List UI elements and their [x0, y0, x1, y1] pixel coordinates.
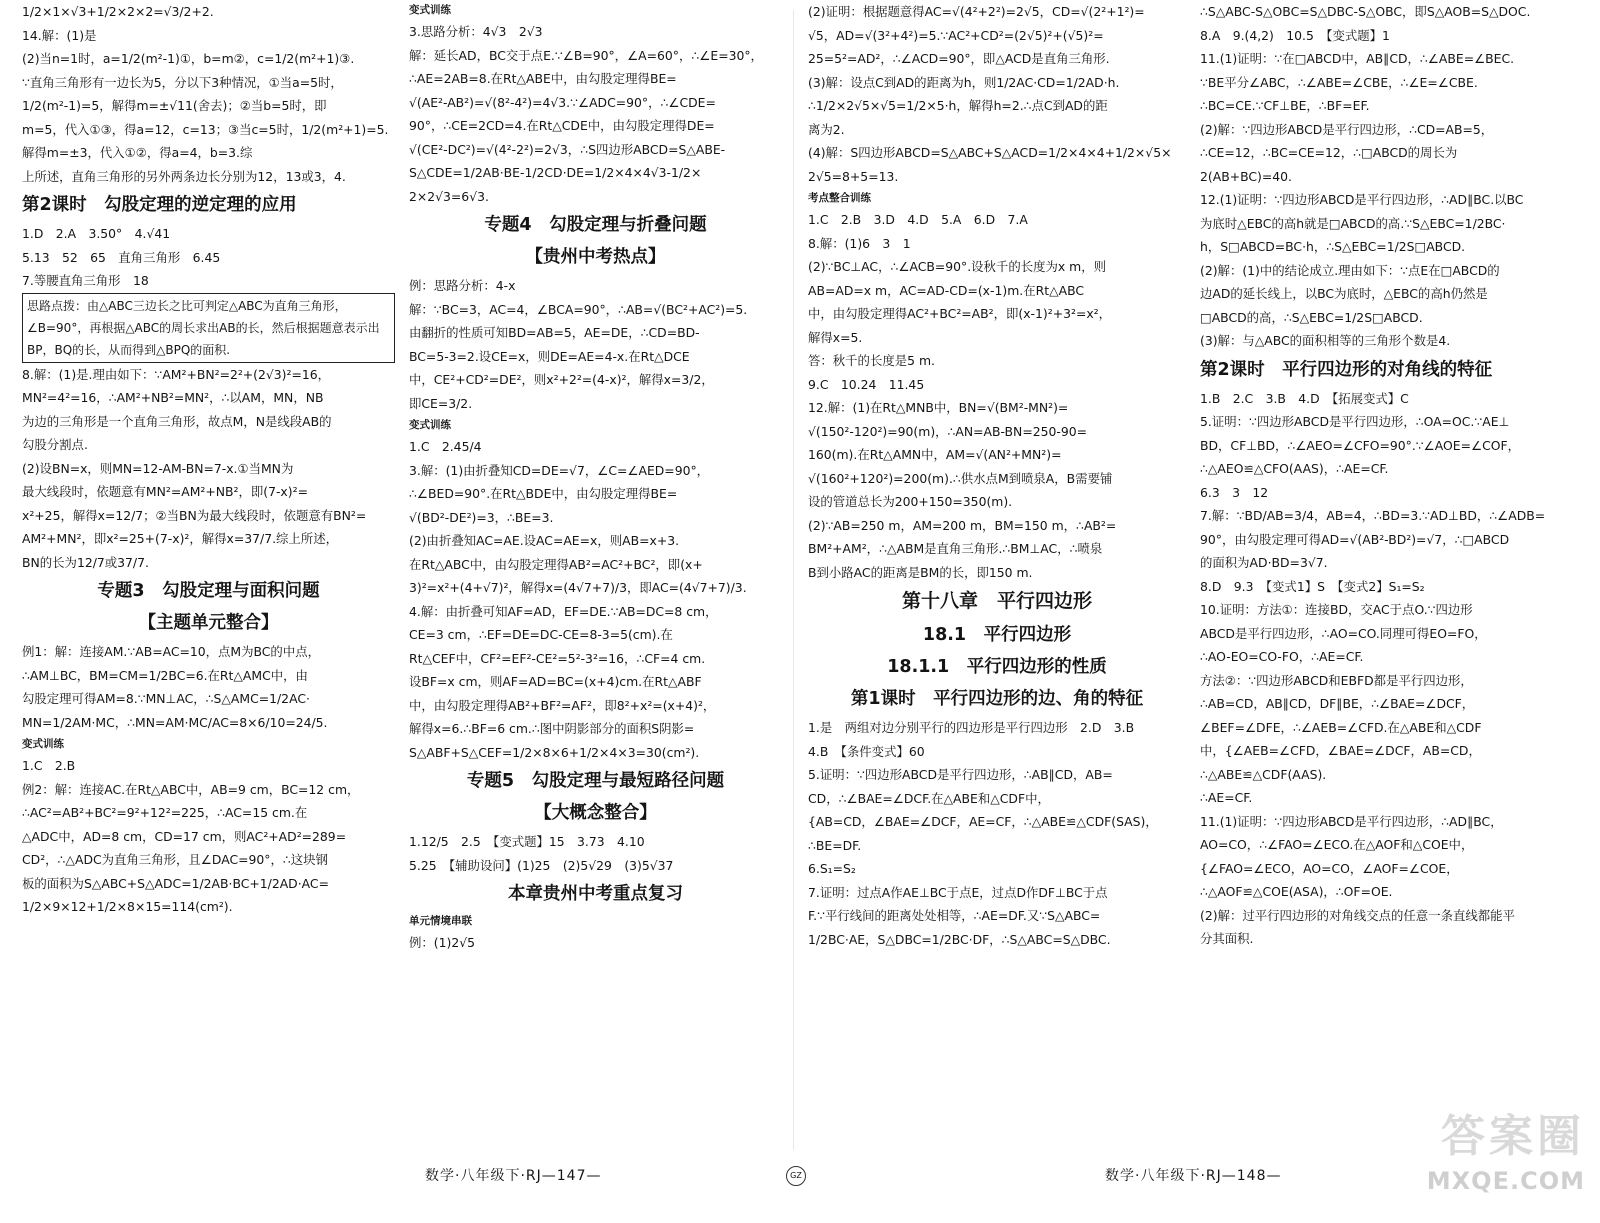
text-line: (2)解：过平行四边形的对角线交点的任意一条直线都能平 — [1200, 907, 1515, 923]
text-line: 3.解：(1)由折叠知CD=DE=√7，∠C=∠AED=90°， — [409, 462, 710, 478]
subsection-label: 变式训练 — [22, 738, 64, 750]
text-line: 8.A 9.(4,2) 10.5 【变式题】1 — [1200, 27, 1390, 43]
text-line: x²+25，解得x=12/7；②当BN为最大线段时，依题意有BN²= — [22, 507, 367, 523]
text-line: ∴CE=12，∴BC=CE=12，∴□ABCD的周长为 — [1200, 145, 1458, 160]
text-line: (2)由折叠知AC=AE.设AC=AE=x，则AB=x+3. — [409, 533, 680, 548]
text-line: 例2：解：连接AC.在Rt△ABC中，AB=9 cm，BC=12 cm， — [22, 781, 360, 797]
text-line: 由翻折的性质可知BD=AB=5，AE=DE，∴CD=BD- — [409, 325, 700, 340]
text-line: 5.证明：∵四边形ABCD是平行四边形，∴AB∥CD，AB= — [808, 767, 1113, 782]
text-line: BN的长为12/7或37/7. — [22, 554, 149, 570]
text-line: 1.C 2.B 3.D 4.D 5.A 6.D 7.A — [808, 212, 1028, 227]
text-line: 7.解：∵BD/AB=3/4，AB=4，∴BD=3.∵AD⊥BD，∴∠ADB= — [1200, 508, 1546, 523]
text-line: BC=5-3=2.设CE=x，则DE=AE=4-x.在Rt△DCE — [409, 348, 690, 364]
watermark-url: MXQE.COM — [1426, 1167, 1585, 1195]
text-line: 8.解：(1)6 3 1 — [808, 235, 911, 251]
hint-box: 思路点拨：由△ABC三边长之比可判定△ABC为直角三角形，∠B=90°，再根据△ABC的周长求出AB的长，然后根据题意表示出BP，BQ的长，从而得到△BPQ的面积. — [22, 293, 395, 363]
text-line: 为底时△EBC的高h就是□ABCD的高.∵S△EBC=1/2BC· — [1200, 215, 1506, 231]
text-line: ∴AO-EO=CO-FO，∴AE=CF. — [1200, 649, 1364, 664]
text-line: √5，AD=√(3²+4²)=5.∵AC²+CD²=(2√5)²+(√5)²= — [808, 27, 1104, 43]
text-line: 例：思路分析：4-x — [409, 278, 516, 293]
text-line: 2×2√3=6√3. — [409, 188, 489, 204]
text-line: ∴1/2×2√5×√5=1/2×5·h，解得h=2.∴点C到AD的距 — [808, 98, 1108, 113]
text-line: 1.是 两组对边分别平行的四边形是平行四边形 2.D 3.B — [808, 720, 1135, 735]
text-line: 5.13 52 65 直角三角形 6.45 — [22, 249, 221, 265]
watermark-logo — [1355, 1108, 1585, 1216]
right-column-2 — [1200, 0, 1578, 1160]
footer-page-number-right: 数学·八年级下·RJ—148— — [1105, 1168, 1282, 1184]
text-line: 边AD的延长线上，以BC为底时，△EBC的高h仍然是 — [1200, 286, 1488, 301]
text-line: 14.解：(1)是 — [22, 27, 97, 43]
text-line: 例：(1)2√5 — [409, 935, 475, 950]
text-line: 的面积为AD·BD=3√7. — [1200, 555, 1328, 570]
text-line: 4.解：由折叠可知AF=AD，EF=DE.∵AB=DC=8 cm， — [409, 603, 718, 619]
text-line: (2)∵BC⊥AC，∴∠ACB=90°.设秋千的长度为x m，则 — [808, 259, 1107, 274]
text-line: S△CDE=1/2AB·BE-1/2CD·DE=1/2×4×4√3-1/2× — [409, 165, 702, 180]
text-line: ∴AE=2AB=8.在Rt△ABE中，由勾股定理得BE= — [409, 71, 677, 86]
text-line: 4.B 【条件变式】60 — [808, 743, 925, 759]
right-page — [808, 0, 1578, 1160]
text-line: 5.25 【辅助设问】(1)25 (2)5√29 (3)5√37 — [409, 857, 674, 873]
text-line: √(150²-120²)=90(m)，∴AN=AB-BN=250-90= — [808, 423, 1087, 439]
text-line: 中，{∠AEB=∠CFD，∠BAE=∠DCF，AB=CD，∴△ABE≌△CDF(AAS). — [1200, 743, 1481, 782]
text-line: 方法②：∵四边形ABCD和EBFD都是平行四边形， — [1200, 672, 1473, 688]
text-line: {∠FAO=∠ECO，AO=CO，∠AOF=∠COE，∴△AOF≌△COE(ASA)，∴OF=OE. — [1200, 860, 1459, 899]
text-line: 8.D 9.3 【变式1】S 【变式2】S₁=S₂ — [1200, 578, 1425, 594]
text-line: (2)证明：根据题意得AC=√(4²+2²)=2√5，CD=√(2²+1²)= — [808, 4, 1145, 19]
text-line: ∴∠BED=90°.在Rt△BDE中，由勾股定理得BE= — [409, 486, 678, 501]
text-line: 解得x=6.∴BF=6 cm.∴图中阴影部分的面积S阴影= — [409, 721, 695, 736]
text-line: AM²+MN²，即x²=25+(7-x)²，解得x=37/7.综上所述， — [22, 531, 338, 546]
text-line: {AB=CD，∠BAE=∠DCF，AE=CF，∴△ABE≌△CDF(SAS)，∴BE=DF. — [808, 814, 1158, 853]
text-line: 9.C 10.24 11.45 — [808, 376, 925, 392]
text-line: 在Rt△ABC中，由勾股定理得AB²=AC²+BC²，即(x+ — [409, 556, 703, 572]
section-heading: 本章贵州中考重点复习 — [508, 884, 683, 904]
text-line: 7.等腰直角三角形 18 — [22, 273, 149, 288]
text-line: MN²=4²=16，∴AM²+NB²=MN²，∴以AM，MN，NB — [22, 390, 324, 405]
text-line: 3)²=x²+(4+√7)²，解得x=(4√7+7)/3，即AC=(4√7+7)/3. — [409, 580, 747, 595]
text-line: ABCD是平行四边形，∴AO=CO.同理可得EO=FO， — [1200, 625, 1487, 641]
text-line: (2)设BN=x，则MN=12-AM-BN=7-x.①当MN为 — [22, 460, 294, 476]
text-line: 例1：解：连接AM.∵AB=AC=10，点M为BC的中点， — [22, 644, 320, 659]
text-line: (2)解：(1)中的结论成立.理由如下：∵点E在□ABCD的 — [1200, 262, 1500, 278]
text-line: ∴AB=CD，AB∥CD，DF∥BE，∴∠BAE=∠DCF， — [1200, 696, 1475, 711]
text-line: 为边的三角形是一个直角三角形，故点M，N是线段AB的 — [22, 413, 332, 429]
text-line: MN=1/2AM·MC，∴MN=AM·MC/AC=8×6/10=24/5. — [22, 714, 328, 730]
text-line: 160(m).在Rt△AMN中，AM=√(AN²+MN²)= — [808, 447, 1062, 462]
text-line: BM²+AM²，∴△ABM是直角三角形.∴BM⊥AC，∴喷泉 — [808, 541, 1103, 556]
text-line: √(AE²-AB²)=√(8²-4²)=4√3.∵∠ADC=90°，∴∠CDE= — [409, 94, 716, 110]
text-line: 解得m=±3，代入①②，得a=4，b=3.综 — [22, 145, 253, 160]
text-line: 解：∵BC=3，AC=4，∠BCA=90°，∴AB=√(BC²+AC²)=5. — [409, 301, 748, 317]
text-line: 7.证明：过点A作AE⊥BC于点E，过点D作DF⊥BC于点 — [808, 884, 1108, 900]
section-heading: 专题4 勾股定理与折叠问题 — [484, 215, 707, 235]
text-line: ∴BC=CE.∵CF⊥BE，∴BF=EF. — [1200, 98, 1370, 113]
footer-page-number-left: 数学·八年级下·RJ—147— — [425, 1168, 602, 1184]
text-line: 勾股定理可得AM=8.∵MN⊥AC，∴S△AMC=1/2AC· — [22, 691, 310, 706]
text-line: 板的面积为S△ABC+S△ADC=1/2AB·BC+1/2AD·AC= — [22, 875, 329, 891]
text-line: 解：延长AD，BC交于点E.∵∠B=90°，∠A=60°，∴∠E=30°， — [409, 47, 763, 63]
section-heading: 专题3 勾股定理与面积问题 — [97, 581, 320, 601]
gz-badge: GZ — [786, 1166, 806, 1186]
text-line: 2√5=8+5=13. — [808, 168, 899, 184]
text-line: 1.C 2.45/4 — [409, 439, 482, 454]
text-line: (2)解：∵四边形ABCD是平行四边形，∴CD=AB=5， — [1200, 121, 1494, 137]
text-line: 6.S₁=S₂ — [808, 861, 856, 876]
text-line: ∠BEF=∠DFE，∴∠AEB=∠CFD.在△ABE和△CDF — [1200, 719, 1482, 735]
watermark-text: 答案圈 — [1441, 1111, 1585, 1162]
text-line: 1.12/5 2.5 【变式题】15 3.73 4.10 — [409, 834, 645, 849]
text-line: 1.D 2.A 3.50° 4.√41 — [22, 226, 171, 241]
text-line: 10.证明：方法①：连接BD，交AC于点O.∵四边形 — [1200, 602, 1473, 617]
text-line: 中，由勾股定理得AC²+BC²=AB²，即(x-1)²+3²=x²， — [808, 306, 1112, 321]
page-gutter — [793, 10, 794, 1150]
text-line: 设BF=x cm，则AF=AD=BC=(x+4)cm.在Rt△ABF — [409, 674, 702, 689]
text-line: (2)∵AB=250 m，AM=200 m，BM=150 m，∴AB²= — [808, 517, 1117, 533]
section-heading: 【主题单元整合】 — [138, 613, 279, 633]
text-line: 离为2. — [808, 121, 845, 137]
text-line: ∴AC²=AB²+BC²=9²+12²=225，∴AC=15 cm.在 — [22, 805, 308, 820]
text-line: 12.解：(1)在Rt△MNB中，BN=√(BM²-MN²)= — [808, 400, 1069, 415]
text-line: Rt△CEF中，CF²=EF²-CE²=5²-3²=16，∴CF=4 cm. — [409, 650, 706, 666]
text-line: 90°，∴CE=2CD=4.在Rt△CDE中，由勾股定理得DE= — [409, 118, 715, 133]
text-line: 3.思路分析：4√3 2√3 — [409, 24, 543, 39]
text-line: 5.证明：∵四边形ABCD是平行四边形，∴OA=OC.∵AE⊥ — [1200, 414, 1510, 429]
section-heading: 第2课时 平行四边形的对角线的特征 — [1200, 359, 1493, 380]
subsection-label: 单元情境串联 — [409, 915, 472, 927]
text-line: 最大线段时，依题意有MN²=AM²+NB²，即(7-x)²= — [22, 484, 308, 499]
text-line: ∴△AEO≌△CFO(AAS)，∴AE=CF. — [1200, 461, 1389, 476]
text-line: (2)当n=1时，a=1/2(m²-1)①，b=m②，c=1/2(m²+1)③. — [22, 51, 355, 66]
text-line: 8.解：(1)是.理由如下：∵AM²+BN²=2²+(2√3)²=16， — [22, 366, 331, 382]
section-heading: 第1课时 平行四边形的边、角的特征 — [850, 689, 1144, 709]
text-line: CE=3 cm，∴EF=DE=DC-CE=8-3=5(cm).在 — [409, 627, 673, 642]
text-line: √(160²+120²)=200(m).∴供水点M到喷泉A，B需要铺 — [808, 470, 1113, 486]
left-page — [22, 0, 782, 1160]
text-line: ∵直角三角形有一边长为5，分以下3种情况，①当a=5时， — [22, 74, 343, 90]
text-line: 答：秋千的长度是5 m. — [808, 353, 935, 368]
text-line: (3)解：设点C到AD的距离为h，则1/2AC·CD=1/2AD·h. — [808, 74, 1120, 90]
left-column-1 — [22, 0, 395, 1160]
text-line: S△ABF+S△CEF=1/2×8×6+1/2×4×3=30(cm²). — [409, 744, 700, 760]
text-line: 1/2BC·AE，S△DBC=1/2BC·DF，∴S△ABC=S△DBC. — [808, 931, 1111, 947]
text-line: B到小路AC的距离是BM的长，即150 m. — [808, 564, 1033, 580]
text-line: CD²，∴△ADC为直角三角形，且∠DAC=90°，∴这块钢 — [22, 852, 328, 867]
section-heading: 【贵州中考热点】 — [525, 247, 666, 267]
section-heading: 【大概念整合】 — [534, 803, 657, 823]
text-line: 设的管道总长为200+150=350(m). — [808, 494, 1013, 509]
subsection-label: 变式训练 — [409, 4, 451, 16]
text-line: ∴AE=CF. — [1200, 790, 1253, 805]
text-line: 即CE=3/2. — [409, 395, 473, 411]
text-line: △ADC中，AD=8 cm，CD=17 cm，则AC²+AD²=289= — [22, 828, 347, 844]
text-line: 12.(1)证明：∵四边形ABCD是平行四边形，∴AD∥BC.以BC — [1200, 192, 1524, 207]
text-line: ∵BE平分∠ABC，∴∠ABE=∠CBE，∴∠E=∠CBE. — [1200, 74, 1478, 90]
text-line: 90°，由勾股定理可得AD=√(AB²-BD²)=√7，∴□ABCD — [1200, 531, 1510, 547]
text-line: F.∵平行线间的距离处处相等，∴AE=DF.又∵S△ABC= — [808, 908, 1101, 923]
section-heading: 18.1.1 平行四边形的性质 — [887, 657, 1107, 677]
text-line: CD，∴∠BAE=∠DCF.在△ABE和△CDF中， — [808, 790, 1050, 806]
text-line: AO=CO，∴∠FAO=∠ECO.在△AOF和△COE中， — [1200, 837, 1474, 852]
subsection-label: 变式训练 — [409, 419, 451, 431]
chapter-title: 第十八章 平行四边形 — [901, 590, 1092, 612]
text-line: ∴S△ABC-S△OBC=S△DBC-S△OBC，即S△AOB=S△DOC. — [1200, 4, 1531, 19]
text-line: 1/2(m²-1)=5，解得m=±√11(舍去)；②当b=5时，即 — [22, 98, 327, 113]
text-line: 1/2×1×√3+1/2×2×2=√3/2+2. — [22, 4, 214, 19]
text-line: (4)解：S四边形ABCD=S△ABC+S△ACD=1/2×4×4+1/2×√5× — [808, 145, 1172, 160]
text-line: 2(AB+BC)=40. — [1200, 168, 1292, 184]
text-line: 6.3 3 12 — [1200, 484, 1269, 500]
text-line: 25=5²=AD²，∴∠ACD=90°，即△ACD是直角三角形. — [808, 51, 1110, 66]
right-column-1 — [808, 0, 1186, 1160]
subsection-label: 考点整合训练 — [808, 192, 871, 204]
text-line: 1.B 2.C 3.B 4.D 【拓展变式】C — [1200, 390, 1409, 406]
text-line: 11.(1)证明：∵四边形ABCD是平行四边形，∴AD∥BC， — [1200, 813, 1503, 829]
text-line: √(BD²-DE²)=3，∴BE=3. — [409, 509, 554, 525]
text-line: √(CE²-DC²)=√(4²-2²)=2√3，∴S四边形ABCD=S△ABE- — [409, 141, 726, 157]
text-line: 1.C 2.B — [22, 758, 76, 773]
text-line: BD，CF⊥BD，∴∠AEO=∠CFO=90°.∵∠AOE=∠COF， — [1200, 437, 1521, 453]
text-line: 上所述，直角三角形的另外两条边长分别为12，13或3，4. — [22, 168, 346, 184]
section-heading: 专题5 勾股定理与最短路径问题 — [466, 771, 725, 791]
text-line: 1/2×9×12+1/2×8×15=114(cm²). — [22, 899, 233, 914]
section-heading: 18.1 平行四边形 — [922, 625, 1072, 645]
text-line: ∴AM⊥BC，BM=CM=1/2BC=6.在Rt△AMC中，由 — [22, 667, 308, 683]
section-heading: 第2课时 勾股定理的逆定理的应用 — [22, 195, 297, 215]
text-line: 中，由勾股定理得AB²+BF²=AF²，即8²+x²=(x+4)²， — [409, 697, 716, 713]
text-line: m=5，代入①③，得a=12，c=13；③当c=5时，1/2(m²+1)=5. — [22, 121, 389, 137]
text-line: AB=AD=x m，AC=AD-CD=(x-1)m.在Rt△ABC — [808, 282, 1085, 298]
text-line: 勾股分割点. — [22, 437, 88, 452]
text-line: □ABCD的高，∴S△EBC=1/2S□ABCD. — [1200, 309, 1423, 325]
text-line: (3)解：与△ABC的面积相等的三角形个数是4. — [1200, 333, 1451, 348]
text-line: 中，CE²+CD²=DE²，则x²+2²=(4-x)²，解得x=3/2， — [409, 372, 714, 387]
text-line: 11.(1)证明：∵在□ABCD中，AB∥CD，∴∠ABE=∠BEC. — [1200, 51, 1515, 66]
left-column-2 — [409, 0, 782, 1160]
text-line: 解得x=5. — [808, 329, 863, 345]
text-line: 分其面积. — [1200, 931, 1254, 946]
text-line: h，S□ABCD=BC·h，∴S△EBC=1/2S□ABCD. — [1200, 239, 1466, 254]
